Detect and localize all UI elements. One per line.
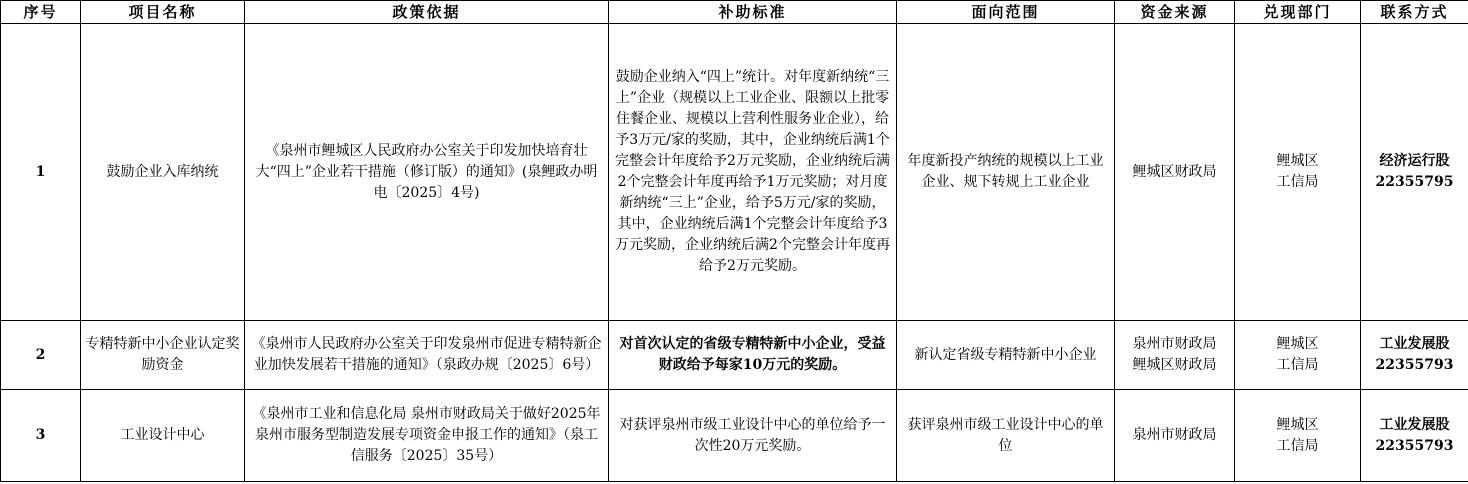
cell-project: 专精特新中小企业认定奖励资金 [81, 321, 245, 390]
cell-project: 工业设计中心 [81, 390, 245, 482]
header-policy: 政策依据 [245, 1, 609, 24]
cell-dept [1235, 321, 1361, 390]
cell-no: 2 [1, 321, 81, 390]
cell-no: 3 [1, 390, 81, 482]
contact-name: 经济运行股 [1379, 153, 1450, 169]
table-row [1, 321, 1468, 390]
cell-funding [1115, 390, 1235, 482]
cell-contact [1361, 390, 1468, 482]
dept-line1: 鲤城区 [1276, 336, 1319, 352]
contact-phone: 22355793 [1375, 357, 1454, 373]
contact-name: 工业发展股 [1379, 416, 1450, 433]
cell-standard: 鼓励企业纳入“四上”统计。对年度新纳统“三上”企业（规模以上工业企业、限额以上批零住餐企业、规模以上营利性服务业企业），给予3万元/家的奖励，其中，企业纳统后满1个完整会计年度给予2万元奖励，企业纳统后满2个完整会计年度再给予1万元奖励；对月度新纳统“三上”企业，给予5万元/家的奖励，其中，企业纳统后满1个完整会计年度给予3万元奖励，企业纳统后满2个完整会计年度再给予2万元奖励。 [609, 24, 897, 321]
cell-standard: 对首次认定的省级专精特新中小企业，受益财政给予每家10万元的奖励。 [609, 321, 897, 390]
dept-line2: 工信局 [1276, 174, 1319, 190]
cell-policy: 《泉州市工业和信息化局 泉州市财政局关于做好2025年泉州市服务型制造发展专项资金申报工作的通知》（泉工信服务〔2025〕35号） [245, 390, 609, 482]
header-contact: 联系方式 [1361, 1, 1468, 24]
cell-standard: 对获评泉州市级工业设计中心的单位给予一次性20万元奖励。 [609, 390, 897, 482]
cell-no: 1 [1, 24, 81, 321]
header-dept: 兑现部门 [1235, 1, 1361, 24]
funding-source-2: 鲤城区财政局 [1132, 357, 1217, 373]
dept-line1: 鲤城区 [1276, 416, 1319, 433]
funding-source: 鲤城区财政局 [1132, 163, 1217, 180]
header-project: 项目名称 [81, 1, 245, 24]
table-row [1, 24, 1468, 321]
cell-policy: 《泉州市鲤城区人民政府办公室关于印发加快培育壮大“四上”企业若干措施（修订版）的通知》(泉鲤政办明电〔2025〕4号) [245, 24, 609, 321]
contact-phone: 22355793 [1375, 437, 1454, 454]
cell-policy: 《泉州市人民政府办公室关于印发泉州市促进专精特新企业加快发展若干措施的通知》（泉政办规〔2025〕6号） [245, 321, 609, 390]
cell-contact [1361, 321, 1468, 390]
cell-scope: 新认定省级专精特新中小企业 [897, 321, 1115, 390]
cell-funding [1115, 321, 1235, 390]
header-scope: 面向范围 [897, 1, 1115, 24]
cell-dept [1235, 24, 1361, 321]
contact-phone: 22355795 [1375, 174, 1454, 190]
cell-funding [1115, 24, 1235, 321]
header-no: 序号 [1, 1, 81, 24]
cell-dept [1235, 390, 1361, 482]
cell-project: 鼓励企业入库纳统 [81, 24, 245, 321]
cell-scope: 年度新投产纳统的规模以上工业企业、规下转规上工业企业 [897, 24, 1115, 321]
header-funding: 资金来源 [1115, 1, 1235, 24]
funding-source: 泉州市财政局 [1132, 427, 1217, 443]
cell-contact [1361, 24, 1468, 321]
header-standard: 补助标准 [609, 1, 897, 24]
dept-line2: 工信局 [1276, 357, 1319, 373]
table-row [1, 390, 1468, 482]
contact-name: 工业发展股 [1379, 336, 1450, 352]
dept-line2: 工信局 [1276, 437, 1319, 454]
cell-scope: 获评泉州市级工业设计中心的单位 [897, 390, 1115, 482]
funding-source: 泉州市财政局 [1132, 336, 1217, 352]
header-row [1, 1, 1468, 24]
dept-line1: 鲤城区 [1276, 153, 1319, 169]
